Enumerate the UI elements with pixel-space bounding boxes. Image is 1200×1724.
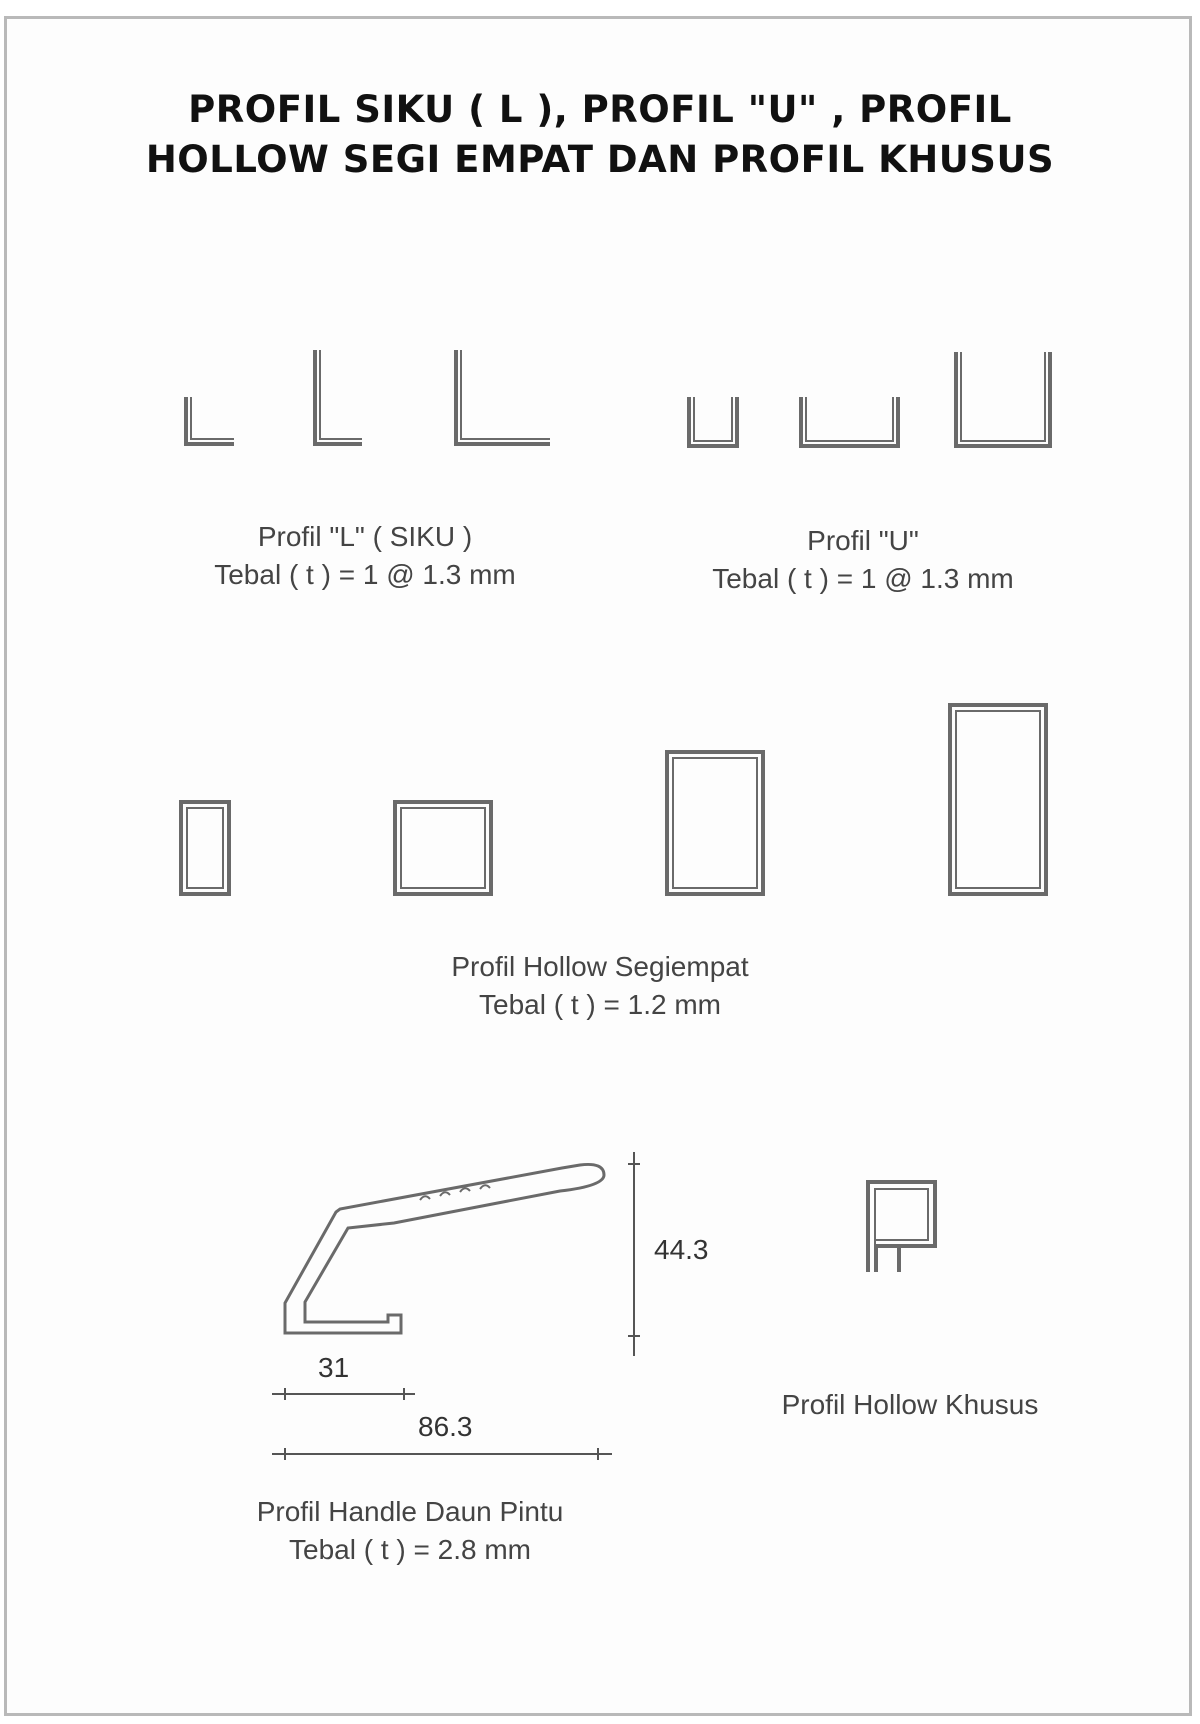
l-profile-large <box>456 350 550 444</box>
dimension-line-height <box>628 1152 640 1356</box>
profil-u-thickness: Tebal ( t ) = 1 @ 1.3 mm <box>712 563 1014 594</box>
dimension-line-width <box>272 1448 612 1460</box>
profil-l-name: Profil "L" ( SIKU ) <box>257 521 473 552</box>
dimension-line-base <box>272 1388 415 1400</box>
dimension-base-label: 31 <box>318 1352 350 1383</box>
profil-l-thickness: Tebal ( t ) = 1 @ 1.3 mm <box>214 559 516 590</box>
profil-l-caption <box>180 518 550 594</box>
special-hollow-profile <box>868 1182 935 1272</box>
profil-hollow-name: Profil Hollow Segiempat <box>451 951 749 982</box>
hollow-profile-1 <box>181 802 229 894</box>
profil-khusus-caption <box>760 1386 1060 1424</box>
profil-handle-thickness: Tebal ( t ) = 2.8 mm <box>289 1534 531 1565</box>
profil-u-caption <box>678 522 1048 598</box>
hollow-profile-4 <box>950 705 1046 894</box>
title-line-2: HOLLOW SEGI EMPAT DAN PROFIL KHUSUS <box>145 138 1055 181</box>
profil-u-name: Profil "U" <box>807 525 919 556</box>
u-profile-medium <box>801 397 898 446</box>
u-profile-large <box>956 352 1050 446</box>
handle-profile <box>285 1164 604 1333</box>
hollow-profile-3 <box>667 752 763 894</box>
profil-hollow-thickness: Tebal ( t ) = 1.2 mm <box>479 989 721 1020</box>
dimension-height-label: 44.3 <box>654 1234 709 1265</box>
title-line-1: PROFIL SIKU ( L ), PROFIL "U" , PROFIL <box>188 88 1012 131</box>
profil-handle-name: Profil Handle Daun Pintu <box>256 1496 564 1527</box>
profil-hollow-caption <box>420 948 780 1024</box>
l-profile-small <box>186 397 234 444</box>
l-profile-medium <box>315 350 362 444</box>
hollow-profile-2 <box>395 802 491 894</box>
dimension-width-label: 86.3 <box>418 1411 473 1442</box>
u-profile-small <box>689 397 737 446</box>
profil-khusus-name: Profil Hollow Khusus <box>781 1389 1039 1420</box>
profil-handle-caption <box>230 1493 590 1569</box>
